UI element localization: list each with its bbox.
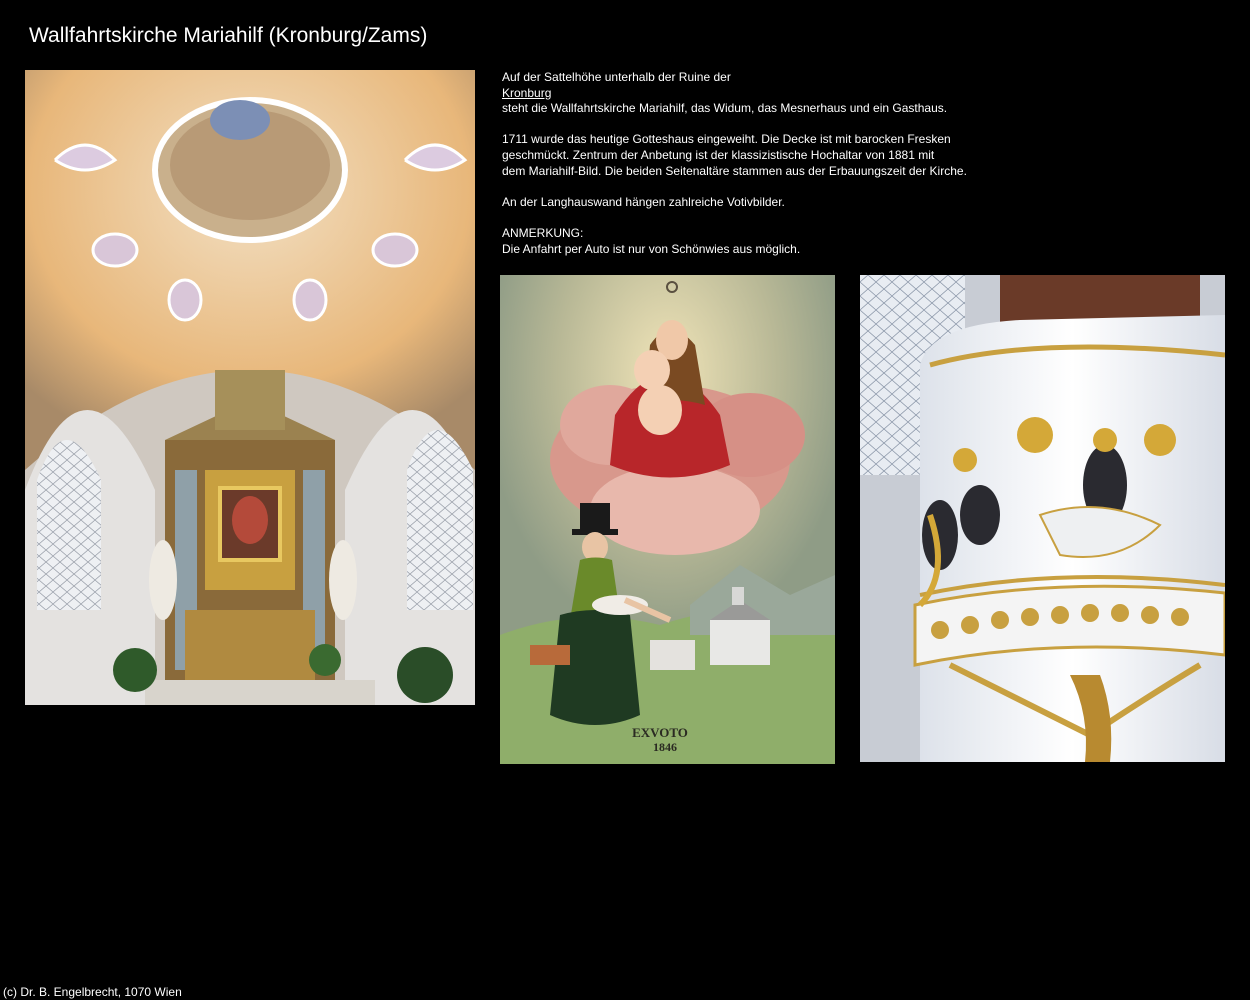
paragraph-history xyxy=(502,132,1222,179)
votive-inscription-line-1: EXVOTO xyxy=(632,725,688,740)
description-text xyxy=(502,70,1222,273)
location-text-before-link: Auf der Sattelhöhe unterhalb der Ruine der xyxy=(502,70,731,84)
note-label: ANMERKUNG: xyxy=(502,225,584,240)
votive-painting-photo[interactable] xyxy=(500,275,835,764)
kronburg-link[interactable]: Kronburg xyxy=(502,85,552,100)
votive-inscription-line-2: 1846 xyxy=(653,740,677,754)
altar-photo-image xyxy=(25,70,475,705)
history-line-1: 1711 wurde das heutige Gotteshaus eingeweiht. Die Decke ist mit barocken Fresken xyxy=(502,132,951,147)
pulpit-photo[interactable] xyxy=(860,275,1225,762)
copyright-footer: (c) Dr. B. Engelbrecht, 1070 Wien xyxy=(3,985,182,999)
page-title: Wallfahrtskirche Mariahilf (Kronburg/Zams) xyxy=(29,24,428,47)
location-text-after-link: steht die Wallfahrtskirche Mariahilf, das Widum, das Mesnerhaus und ein Gasthaus. xyxy=(502,101,948,116)
paragraph-votive: An der Langhauswand hängen zahlreiche Votivbilder. xyxy=(502,194,785,209)
altar-photo[interactable] xyxy=(25,70,475,705)
votive-painting-image xyxy=(500,275,835,764)
history-line-3: dem Mariahilf-Bild. Die beiden Seitenaltäre stammen aus der Erbauungszeit der Kirche. xyxy=(502,163,967,178)
paragraph-note xyxy=(502,226,1222,257)
pulpit-photo-image xyxy=(860,275,1225,762)
history-line-2: geschmückt. Zentrum der Anbetung ist der klassizistische Hochaltar von 1881 mit xyxy=(502,147,935,162)
paragraph-location xyxy=(502,70,1222,117)
note-text: Die Anfahrt per Auto ist nur von Schönwies aus möglich. xyxy=(502,241,801,256)
